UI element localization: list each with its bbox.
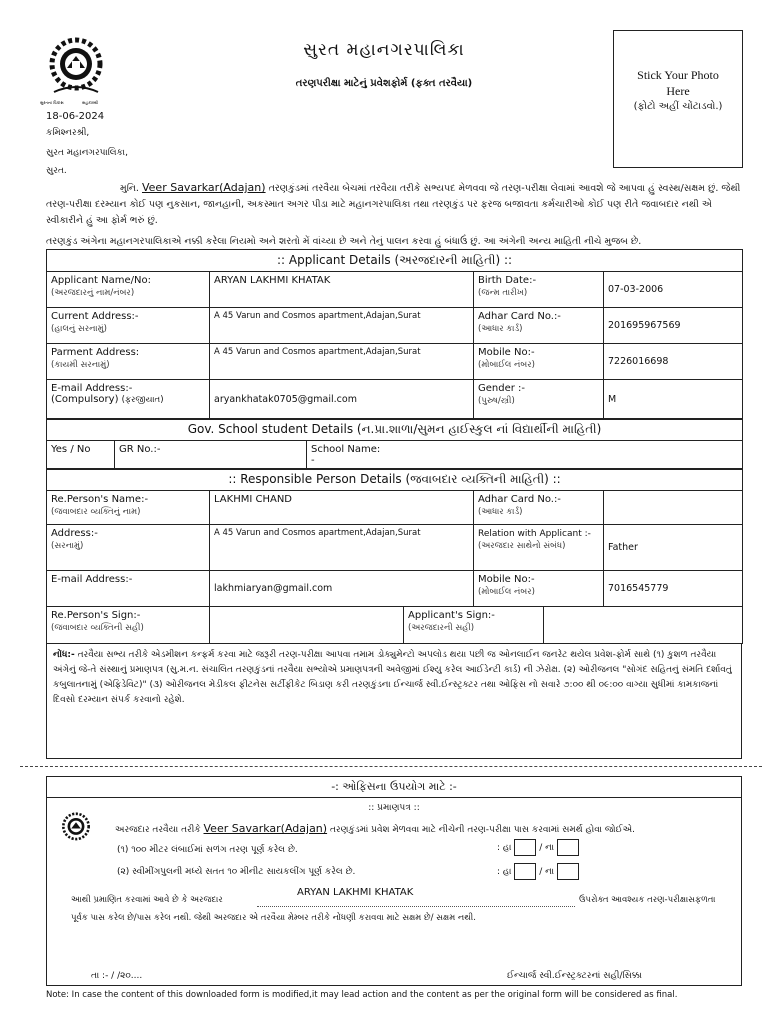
logo-caption-left: સુરતના વિકાસ [40, 100, 64, 105]
relation-value: Father [604, 525, 743, 571]
cut-line [20, 766, 762, 767]
applicant-sign-label: Applicant's Sign:- [408, 610, 495, 621]
adhar-label-g: (આધાર કાર્ડ) [478, 324, 523, 334]
email-label: E-mail Address:- [51, 383, 133, 394]
permanent-address-value: A 45 Varun and Cosmos apartment,Adajan,Surat [210, 344, 474, 380]
current-address-value: A 45 Varun and Cosmos apartment,Adajan,Surat [210, 308, 474, 344]
cert-line-2: પૂર્વક પાસ કરેલ છે/પાસ કરેલ નથી. જેથી અરજદાર એ તરવૈયા મેમ્બર તરીકે નોંધણી કરાવવા માટે સક્ષમ છે/ સક્ષમ નથી. [71, 913, 476, 923]
school-name-label: School Name: [311, 444, 381, 455]
rep-name-label-g: (જવાબદાર વ્યક્તિનું નામ) [51, 507, 141, 517]
current-address-label: Current Address:- [51, 311, 139, 322]
rep-address-label: Address:- [51, 528, 98, 539]
responsible-person-table [46, 468, 743, 607]
applicant-sign-label-g: (અરજદારની સહી) [408, 623, 475, 633]
declaration-paragraph [46, 180, 746, 229]
rep-mobile-value: 7016545779 [604, 571, 743, 607]
para-body: તરણકુંડમાં તરવૈયા બેચમાં તરવૈયા તરીકે સભ્યપદ મેળવવા જે તરણ-પરીક્ષા લેવામાં આવશે જે આપવા હું સ્વસ્થ/સક્ષમ છું. જેથી તરણ-પરીક્ષા દરમ્યાન કોઈ પણ નુકસાન, જાનહાની, અકસ્માત અગર પીડા માટે મહાનગરપાલિકા તથા તરણકુંડ પર ફરજ બજાવતા કર્મચારીઓ કોઈ પણ રીતે જવાબદાર નથી એ સ્વીકારીને હું આ ફોર્મ ભરું છું. [46, 183, 741, 226]
form-date: 18-06-2024 [46, 111, 105, 122]
birth-date-label: Birth Date:- [478, 275, 537, 286]
recipient-line-1: કમિશ્નરશ્રી, [46, 128, 90, 138]
rep-name-label: Re.Person's Name:- [51, 494, 149, 505]
relation-label-g: (અરજદાર સાથેનો સંબંધ) [478, 541, 566, 551]
req1-no-checkbox[interactable] [557, 839, 579, 856]
signature-table [46, 606, 743, 644]
rep-adhar-label-g: (આધાર કાર્ડ) [478, 507, 523, 517]
email-value: aryankhatak0705@gmail.com [210, 380, 474, 420]
requirement-2: (૨) સ્વીમીંગપુલની મધ્યે સતત ૧૦ મીનીટ સાયકલીંગ પૂર્ણ કરેલ છે. [117, 867, 356, 877]
req2-yes-checkbox[interactable] [514, 863, 536, 880]
rep-name-value: LAKHMI CHAND [210, 491, 474, 525]
rep-sign-label: Re.Person's Sign:- [51, 610, 141, 621]
gr-no-label: GR No.:- [115, 441, 307, 470]
birth-date-value: 07-03-2006 [604, 272, 743, 308]
cert-mid: ઉપરોક્ત આવશ્યક તરણ-પરીક્ષાસફળતા [579, 895, 716, 905]
mobile-label: Mobile No:- [478, 347, 535, 358]
office-logo [57, 809, 95, 847]
rep-email-value: lakhmiaryan@gmail.com [210, 571, 474, 607]
req1-yes-label: : હા [497, 843, 512, 853]
cert-prefix: આથી પ્રમાણિત કરવામાં આવે છે કે અરજદાર [71, 895, 223, 905]
email-label-g: (ફરજીયાત) [121, 395, 164, 405]
footer-note: Note: In case the content of this downloaded form is modified,it may lead action and the content as per the original form will be considered as final. [46, 990, 678, 1000]
adhar-label: Adhar Card No.:- [478, 311, 561, 322]
notes-box [46, 643, 742, 759]
rep-sign-label-g: (જવાબદાર વ્યક્તિની સહી) [51, 623, 144, 633]
mobile-label-g: (મોબાઈલ નંબર) [478, 360, 535, 370]
birth-date-label-g: (જન્મ તારીખ) [478, 288, 528, 298]
cert-line1-suffix: તરણકુંડમાં પ્રવેશ મેળવવા માટે નીચેની તરણ-પરીક્ષા પાસ કરવામાં સમર્થ હોવા જોઈએ. [329, 825, 635, 835]
applicant-name-value: ARYAN LAKHMI KHATAK [210, 272, 474, 308]
applicant-sign-area [544, 607, 743, 644]
photo-label-line2: Here [666, 84, 690, 98]
cert-name-dotline [257, 906, 575, 907]
pool-name: Veer Savarkar(Adajan) [141, 181, 266, 194]
responsible-section-title: :: Responsible Person Details (જવાબદાર વ્યક્તિની માહિતી) :: [47, 469, 743, 491]
photo-box [613, 30, 743, 168]
org-name: સુરત મહાનગરપાલિકા [303, 40, 465, 60]
form-subtitle: તરણપરીક્ષા માટેનું પ્રવેશફોર્મ (ફક્ત તરવૈયા) [295, 78, 473, 89]
relation-label: Relation with Applicant :- [478, 529, 591, 539]
requirement-1: (૧) ૧૦૦ મીટર લંબાઈમાં સળંગ તરણ પૂર્ણ કરેલ છે. [117, 845, 298, 855]
recipient-line-2: સુરત મહાનગરપાલિકા, [46, 148, 128, 158]
cert-line1-prefix: અરજદાર તરવૈયા તરીકે [115, 825, 201, 835]
adhar-value: 201695967569 [604, 308, 743, 344]
permanent-address-label: Parment Address: [51, 347, 140, 358]
school-name-value: - [311, 455, 315, 466]
requirement-1-choice [497, 839, 579, 856]
para-prefix: મુનિ. [120, 183, 139, 194]
permanent-address-label-g: (કાયમી સરનામું) [51, 360, 110, 370]
req1-yes-checkbox[interactable] [514, 839, 536, 856]
gender-value: M [604, 380, 743, 420]
gender-label: Gender :- [478, 383, 526, 394]
rules-paragraph: તરણકુંડ અંગેના મહાનગરપાલિકાએ નક્કી કરેલા નિયમો અને શરતો મેં વાંચ્યા છે અને તેનું પાલન કરવા હું બંધાઉં છું. આ અંગેની અન્ય માહિતી નીચે મુજબ છે. [46, 236, 642, 247]
applicant-name-label-g: (અરજદારનું નામ/નંબર) [51, 288, 135, 298]
rep-adhar-label: Adhar Card No.:- [478, 494, 561, 505]
req2-no-label: / ના [539, 867, 555, 877]
office-use-title: -: ઓફિસના ઉપયોગ માટે :- [47, 777, 741, 798]
notes-label: નોંધ:- [53, 650, 75, 660]
certificate-title: :: પ્રમાણપત્ર :: [368, 803, 420, 813]
rep-address-value: A 45 Varun and Cosmos apartment,Adajan,Surat [210, 525, 474, 571]
rep-address-label-g: (સરનામું) [51, 541, 84, 551]
gender-label-g: (પુરુષ/સ્ત્રી) [478, 396, 515, 406]
mobile-value: 7226016698 [604, 344, 743, 380]
office-pool-name: Veer Savarkar(Adajan) [203, 822, 328, 835]
school-section-title: Gov. School student Details (ન.પ્રા.શાળા/સુમન હાઈસ્કુલ નાં વિદ્યાર્થીની માહિતી) [47, 419, 743, 441]
requirement-2-choice [497, 863, 579, 880]
req2-yes-label: : હા [497, 867, 512, 877]
cert-date-line: તા :- / /૨૦.... [91, 971, 143, 981]
photo-label-gujarati: (ફોટો અહીં ચોંટાડવો.) [633, 101, 723, 112]
rep-mobile-label-g: (મોબાઈલ નંબર) [478, 587, 535, 597]
current-address-label-g: (હાલનું સરનામું) [51, 324, 107, 334]
applicant-details-table [46, 249, 743, 420]
yes-no-label: Yes / No [47, 441, 115, 470]
rep-mobile-label: Mobile No:- [478, 574, 535, 585]
photo-label-line1: Stick Your Photo [637, 68, 719, 82]
instructor-sign-line: ઈન્ચાર્જ સ્વી.ઈન્સ્ટ્રક્ટરનાં સહી/સિક્કા [507, 971, 642, 981]
applicant-name-label: Applicant Name/No: [51, 275, 151, 286]
rep-email-label: E-mail Address:- [47, 571, 210, 607]
recipient-line-3: સુરત. [46, 166, 67, 176]
cert-applicant-name: ARYAN LAKHMI KHATAK [297, 887, 414, 898]
logo-caption-right: સહકારથી [82, 100, 99, 105]
email-label-compulsory: (Compulsory) [51, 394, 119, 405]
req2-no-checkbox[interactable] [557, 863, 579, 880]
rep-sign-area [210, 607, 404, 644]
certificate-line-1 [115, 822, 735, 835]
school-details-table [46, 418, 743, 470]
req1-no-label: / ના [539, 843, 555, 853]
rep-adhar-value [604, 491, 743, 525]
notes-text: તરવૈયા સભ્ય તરીકે એડમીશન કન્ફર્મ કરવા માટે જરૂરી તરણ-પરીક્ષા આપવા તમામ ડોક્યુમેન્ટો અપલોડ થયા પછી જ ઓનલાઈન જનરેટ થયેલ પ્રવેશ-ફોર્મ સાથે (૧) કુશળ તરવૈયા અંગેનું જે-તે સંસ્થાનું પ્રમાણપત્ર (સુ.મ.ન. સંચાલિત તરણકુંડનાં તરવૈયા સભ્યોએ પ્રમાણપત્રની અવેજીમાં ઈશ્યુ કરેલ આઈડેન્ટી કાર્ડ) ની ઝેરોક્ષ. (૨) ઓરીજનલ "સોગંદ સહિતનું સંમતિ દર્શાવતું કબુલાતનામું (એફિડેવિટ)" (૩) ઓરીજનલ મેડીકલ ફીટનેસ સર્ટીફીકેટ બિડાણ કરી તરણકુંડના ઈન્ચાર્જ સ્વી.ઈન્સ્ટ્રક્ટર તથા ઓફિસ નો સવારે ૭:૦૦ થી ૦૯:૦૦ વાગ્યા સુધીમાં કામકાજનાં દિવસો દરમ્યાન સંપર્ક કરવાનો રહેશે. [53, 650, 732, 705]
applicant-section-title: :: Applicant Details (અરજદારની માહિતી) :: [47, 250, 743, 272]
office-use-box [46, 776, 742, 986]
